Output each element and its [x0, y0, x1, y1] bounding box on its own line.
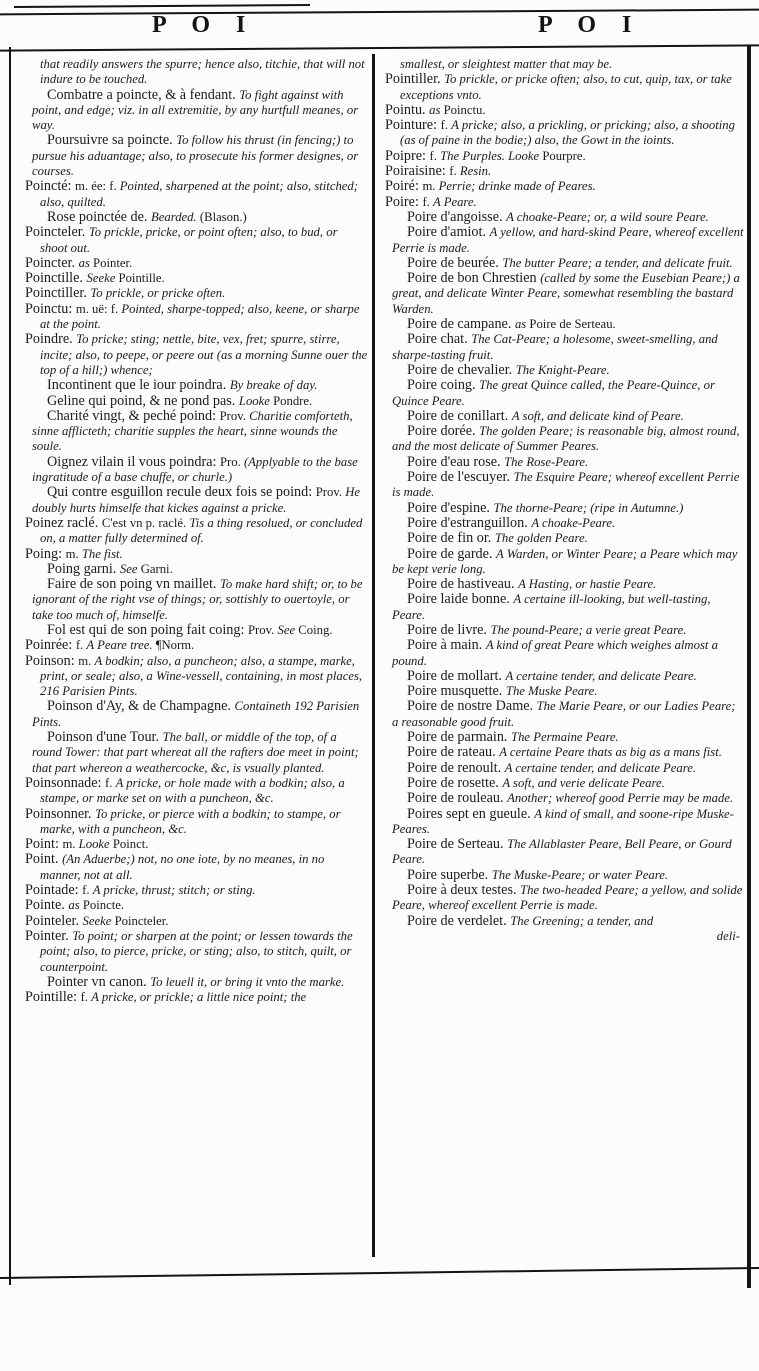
dictionary-entry: [385, 210, 744, 225]
definition-text: The Allablaster Peare, Bell Peare, or Gourd Peare.: [392, 837, 732, 867]
definition-text: as: [68, 898, 83, 913]
definition-text: To fight against with point, and edge; viz. in all extremitie, by any hurtfull meanes, or way.: [32, 87, 359, 133]
definition-text: Looke: [78, 837, 113, 852]
headword-text: Garni.: [140, 561, 173, 576]
definition-text: A kind of great Peare which weighes almost a pound.: [392, 638, 718, 668]
definition-text: as: [78, 255, 94, 270]
dictionary-entry: [385, 363, 744, 378]
headword-text: Poire musquette.: [407, 683, 506, 700]
definition-text: deli-: [716, 928, 740, 943]
headword-text: f.: [75, 638, 87, 653]
headword-text: Oignez vilain il vous poindra:: [47, 453, 220, 470]
dictionary-entry: [25, 485, 368, 516]
definition-text: (An Aduerbe;) not, no one iote, by no meanes, in no manner, not at all.: [40, 852, 325, 882]
headword-text: Pro.: [219, 454, 244, 469]
headword-text: Geline qui poind, & ne pond pas.: [47, 392, 239, 409]
headword-text: Poire d'angoisse.: [407, 208, 507, 225]
dictionary-entry: [385, 409, 744, 424]
headword-text: Poire de fin or.: [407, 530, 495, 547]
dictionary-entry: [25, 654, 368, 700]
headword-text: Poire de mollart.: [407, 667, 506, 684]
definition-text: A pricke, or prickle; a little nice point; the: [91, 990, 307, 1005]
definition-text: The butter Peare; a tender, and delicate fruit.: [502, 255, 733, 270]
dictionary-entry: [385, 669, 744, 684]
headword-text: Poire:: [385, 193, 423, 210]
dictionary-entry: [385, 638, 744, 669]
dictionary-entry: [385, 914, 744, 929]
definition-text: A choake-Peare; or, a wild soure Peare.: [506, 209, 709, 224]
headword-text: Pointer vn canon.: [47, 973, 151, 990]
definition-text: that readily answers the spurre; hence also, titchie, that will not indure to be touched.: [40, 57, 365, 87]
headword-text: Poinson d'Ay, & de Champagne.: [47, 698, 235, 715]
headword-text: Prov.: [315, 485, 346, 500]
definition-text: The ball, or middle of the top, of a round Tower: that part whereat all the rafters doe meet in point; that part whereon a weathercocke, &c, is vsually planted.: [32, 730, 359, 775]
definition-text: The Purples. Looke: [440, 148, 543, 163]
headword-text: Poire superbe.: [407, 866, 492, 883]
definition-text: Pointed, sharpe-topped; also, keene, or sharpe at the point.: [40, 301, 360, 332]
headword-text: Poire de parmain.: [407, 729, 512, 746]
dictionary-entry: [385, 745, 744, 760]
headword-text: Incontinent que le iour poindra.: [47, 377, 230, 394]
headword-text: Charité vingt, & peché poind:: [47, 407, 220, 424]
headword-text: Poinez raclé.: [25, 514, 102, 531]
headword-text: m.: [62, 837, 79, 852]
headword-text: Poire de chevalier.: [407, 361, 516, 378]
headword-text: Pourpre.: [542, 148, 586, 163]
dictionary-entry: [385, 195, 744, 210]
headword-text: Pointu.: [385, 101, 430, 118]
definition-text: The pound-Peare; a verie great Peare.: [490, 622, 687, 637]
headword-text: Poire de garde.: [407, 545, 497, 562]
headword-text: m. ée: f.: [75, 179, 120, 194]
dictionary-entry: [25, 256, 368, 271]
definition-text: A certaine ill-looking, but well-tasting, Peare.: [392, 592, 711, 622]
definition-text: Seeke: [86, 271, 119, 286]
dictionary-entry: [25, 516, 368, 547]
headword-text: Poing:: [25, 545, 66, 562]
headword-text: Point.: [25, 851, 63, 868]
headword-text: Poire chat.: [407, 331, 472, 348]
definition-text: Containeth 192 Parisien Pints.: [32, 699, 360, 729]
headword-text: Poire d'amiot.: [407, 224, 490, 241]
headword-text: Poire de verdelet.: [407, 912, 511, 929]
definition-text: Seeke: [82, 913, 115, 928]
dictionary-entry: [25, 577, 368, 623]
dictionary-entry: [385, 791, 744, 806]
headword-text: Poire à main.: [407, 637, 486, 654]
headword-text: m.: [65, 546, 82, 561]
dictionary-entry: [25, 837, 368, 852]
dictionary-entry: [385, 623, 744, 638]
headword-text: Poire d'eau rose.: [407, 453, 505, 470]
headword-text: m.: [422, 179, 439, 194]
dictionary-entry: [385, 501, 744, 516]
headword-text: f.: [440, 118, 452, 133]
definition-text: A certaine tender, and delicate Peare.: [504, 760, 697, 775]
definition-text: See: [277, 622, 299, 637]
headword-text: Combatre a poincte, & à fendant.: [47, 86, 240, 103]
headword-text: Faire de son poing vn maillet.: [47, 576, 220, 593]
definition-text: The thorne-Peare; (ripe in Autumne.): [493, 500, 684, 515]
dictionary-entry: [25, 88, 368, 134]
headword-text: Pointille.: [118, 271, 165, 286]
dictionary-entry: [385, 592, 744, 623]
definition-text: smallest, or sleightest matter that may be.: [400, 57, 613, 71]
dictionary-entry: [25, 409, 368, 455]
top-edge-rule-fragment: [14, 4, 310, 8]
definition-text: The Marie Peare, or our Ladies Peare; a reasonable good fruit.: [392, 699, 736, 729]
definition-text: as: [514, 317, 530, 332]
headword-text: Pointille:: [25, 989, 81, 1006]
left-border-rule: [9, 47, 11, 1285]
headword-text: Poire de beurée.: [407, 254, 503, 271]
definition-text: Perrie; drinke made of Peares.: [438, 179, 596, 194]
dictionary-entry: [25, 623, 368, 638]
headword-text: Poursuivre sa poincte.: [47, 132, 177, 149]
headword-text: Poincte.: [82, 898, 125, 913]
headword-text: Poire d'espine.: [407, 499, 494, 516]
headword-text: Poinctille.: [25, 270, 87, 287]
definition-text: To make hard shift; or, to be ignorant of the right vse of things; or, sottishly to ouertoyle, or take too much of, himselfe.: [32, 577, 363, 622]
catchword: [385, 929, 744, 944]
headword-text: Poire dorée.: [407, 423, 480, 440]
headword-text: (Blason.): [199, 209, 247, 224]
definition-text: (called by some the Eusebian Peare;) a great, and delicate Winter Peare, somewhat resembling the bastard Warden.: [392, 271, 740, 316]
headword-text: Poinsonnade:: [25, 774, 105, 791]
headword-text: Poire de rateau.: [407, 744, 500, 761]
dictionary-entry: [385, 470, 744, 501]
dictionary-entry: [25, 990, 368, 1005]
dictionary-entry: [385, 699, 744, 730]
dictionary-entry: [25, 378, 368, 393]
definition-text: To prickle, or pricke often; also, to cut, quip, tax, or take exceptions vnto.: [400, 72, 732, 102]
definition-text: Looke: [238, 393, 274, 408]
running-head-right: P O I: [538, 12, 634, 38]
headword-text: Coing.: [298, 622, 333, 637]
headword-text: Pointiller.: [385, 71, 445, 88]
definition-text: A Peare tree.: [86, 638, 156, 653]
headword-text: Prov.: [247, 622, 278, 637]
headword-text: f.: [80, 990, 92, 1005]
headword-text: Poinctu:: [25, 300, 76, 317]
running-head-left: P O I: [152, 12, 248, 38]
headword-text: Poire laide bonne.: [407, 591, 514, 608]
dictionary-entry: [25, 699, 368, 730]
headword-text: Poincté:: [25, 178, 76, 195]
definition-text: The Cat-Peare; a holesome, sweet-smelling, and sharpe-tasting fruit.: [392, 332, 718, 362]
headword-text: Pointe.: [25, 897, 69, 914]
headword-text: Poire coing.: [407, 377, 480, 394]
dictionary-entry: [25, 730, 368, 776]
dictionary-entry: [25, 852, 368, 883]
headword-text: Poire d'estranguillon.: [407, 514, 532, 531]
headword-text: f.: [422, 194, 434, 209]
definition-text: Resin.: [459, 164, 492, 179]
headword-text: Pointer.: [25, 927, 73, 944]
headword-text: f.: [105, 775, 116, 790]
headword-text: Poires sept en gueule.: [407, 805, 535, 822]
header-divider-rule: [0, 44, 759, 51]
bottom-border-rule: [0, 1267, 759, 1279]
center-column-rule: [372, 54, 375, 1257]
definition-text: A certaine tender, and delicate Peare.: [505, 668, 697, 683]
dictionary-entry: [385, 776, 744, 791]
headword-text: Pointade:: [25, 882, 83, 899]
definition-text: To prickle, pricke, or point often; also, to bud, or shoot out.: [40, 225, 338, 255]
headword-text: Poinct.: [112, 837, 149, 852]
left-column: [25, 57, 368, 1005]
dictionary-entry: [385, 424, 744, 455]
dictionary-entry: [25, 225, 368, 256]
dictionary-entry: [385, 225, 744, 256]
headword-text: Poiré:: [385, 178, 423, 195]
dictionary-entry: [385, 516, 744, 531]
right-border-rule: [747, 45, 751, 1288]
definition-text: By breake of day.: [229, 378, 318, 393]
headword-text: Poing garni.: [47, 560, 120, 577]
top-edge-rule: [0, 9, 759, 16]
definition-text: The two-headed Peare; a yellow, and solide Peare, whereof excellent Perrie is made.: [392, 883, 743, 913]
definition-text: A soft, and verie delicate Peare.: [502, 775, 665, 790]
definition-text: To leuell it, or bring it vnto the marke.: [150, 974, 345, 989]
dictionary-entry: [385, 807, 744, 838]
headword-text: Poincteler.: [114, 913, 169, 928]
headword-text: Poire de Serteau.: [407, 836, 508, 853]
dictionary-entry: [25, 929, 368, 975]
dictionary-entry: [25, 302, 368, 333]
definition-text: To follow his thrust (in fencing;) to pursue his aduantage; also, to prosecute his former designes, or courses.: [32, 133, 359, 179]
headword-text: Poinson:: [25, 652, 79, 669]
right-column: [385, 57, 744, 944]
definition-text: A soft, and delicate kind of Peare.: [511, 408, 684, 423]
definition-text: A Peare.: [433, 194, 477, 209]
dictionary-entry: [385, 271, 744, 317]
dictionary-entry: [385, 72, 744, 103]
headword-text: Poire de campane.: [407, 316, 515, 333]
headword-text: C'est vn p. raclé.: [101, 515, 190, 530]
headword-text: Poincter.: [25, 254, 79, 271]
headword-text: Poinctiller.: [25, 285, 91, 302]
headword-text: Pointeler.: [25, 912, 83, 929]
dictionary-entry: [25, 975, 368, 990]
dictionary-entry: [385, 730, 744, 745]
dictionary-entry: [25, 638, 368, 653]
definition-text: Charitie comforteth, sinne afflicteth; charitie supples the heart, sinne wounds the soule.: [32, 408, 353, 454]
definition-text: The Permaine Peare.: [511, 730, 619, 745]
headword-text: Poire de renoult.: [407, 759, 505, 776]
dictionary-entry: [385, 332, 744, 363]
headword-text: Poinson d'une Tour.: [47, 729, 163, 746]
headword-text: Prov.: [219, 408, 250, 423]
definition-text: To pricke, or pierce with a bodkin; to stampe, or marke, with a puncheon, &c.: [40, 806, 341, 836]
headword-text: Pondre.: [273, 393, 313, 408]
headword-text: Poire de conillart.: [407, 407, 512, 424]
dictionary-entry: [25, 883, 368, 898]
definition-text: (Applyable to the base ingratitude of a base chuffe, or churle.): [32, 454, 358, 485]
dictionary-entry: [25, 286, 368, 301]
dictionary-entry: [385, 883, 744, 914]
headword-text: Poire de rouleau.: [407, 790, 508, 807]
definition-text: A yellow, and hard-skind Peare, whereof excellent Perrie is made.: [392, 225, 744, 255]
headword-text: f.: [449, 164, 460, 179]
headword-text: Poinsonner.: [25, 805, 96, 822]
headword-text: Point:: [25, 836, 63, 853]
dictionary-entry: [385, 118, 744, 149]
definition-text: A pricke, or hole made with a bodkin; also, a stampe, or marke set on with a puncheon, &c.: [40, 775, 345, 806]
headword-text: Poiraisine:: [385, 163, 450, 180]
headword-text: m. uë: f.: [75, 301, 122, 316]
headword-text: Poire de l'escuyer.: [407, 469, 514, 486]
dictionary-entry: [385, 164, 744, 179]
dictionary-entry: [385, 57, 744, 72]
headword-text: Poire de hastiveau.: [407, 576, 519, 593]
definition-text: A pricke, thrust; stitch; or sting.: [92, 883, 256, 898]
headword-text: Poinctu.: [443, 102, 486, 117]
definition-text: To point; or sharpen at the point; or lessen towards the point; also, to pierce, pricke, or sting; also, to stitch, quilt, or counterpoint.: [40, 928, 353, 974]
dictionary-entry: [25, 332, 368, 378]
definition-text: Another; whereof good Perrie may be made.: [507, 791, 734, 806]
dictionary-entry: [25, 210, 368, 225]
dictionary-entry: [385, 179, 744, 194]
dictionary-entry: [25, 394, 368, 409]
definition-text: The Greening; a tender, and: [510, 913, 654, 928]
definition-text: The Muske-Peare; or water Peare.: [491, 867, 668, 882]
dictionary-entry: [385, 149, 744, 164]
definition-text: A bodkin; also, a puncheon; also, a stampe, marke, print, or seale; also, a Wine-vessell, containing, in most places, 216 Parisien Pints.: [40, 653, 363, 699]
definition-text: A kind of small, and soone-ripe Muske-Peares.: [392, 806, 734, 836]
definition-text: To prickle, or pricke often.: [90, 286, 226, 301]
definition-text: as: [429, 102, 444, 117]
headword-text: Poipre:: [385, 147, 430, 164]
headword-text: ¶Norm.: [155, 638, 195, 653]
dictionary-entry: [385, 103, 744, 118]
headword-text: Poinrée:: [25, 637, 76, 654]
dictionary-entry: [25, 271, 368, 286]
dictionary-entry: [25, 57, 368, 88]
headword-text: m.: [78, 653, 95, 668]
definition-text: A certaine Peare thats as big as a mans fist.: [499, 745, 722, 760]
headword-text: Qui contre esguillon recule deux fois se poind:: [47, 484, 316, 501]
definition-text: The Muske Peare.: [505, 684, 598, 699]
definition-text: To pricke; sting; nettle, bite, vex, fret; spurre, stirre, incite; also, to peepe, or peere out (as a morning Sunne ouer the top of a hill;) whence;: [40, 332, 368, 377]
dictionary-entry: [25, 547, 368, 562]
definition-text: He doubly hurts himselfe that kickes against a pricke.: [32, 485, 361, 515]
dictionary-entry: [25, 914, 368, 929]
headword-text: Fol est qui de son poing fait coing:: [47, 621, 248, 638]
definition-text: The golden Peare; is reasonable big, almost round, and the most delicate of Summer Peares.: [392, 424, 740, 454]
headword-text: f.: [82, 883, 93, 898]
dictionary-entry: [25, 776, 368, 807]
definition-text: A choake-Peare.: [531, 515, 616, 530]
headword-text: Pointer.: [93, 255, 133, 270]
dictionary-entry: [25, 898, 368, 913]
dictionary-entry: [385, 761, 744, 776]
definition-text: Bearded.: [151, 209, 200, 224]
headword-text: Poire de nostre Dame.: [407, 698, 537, 715]
dictionary-entry: [385, 256, 744, 271]
headword-text: Poincteler.: [25, 224, 89, 241]
dictionary-entry: [25, 133, 368, 179]
dictionary-entry: [25, 562, 368, 577]
definition-text: The golden Peare.: [494, 531, 588, 546]
definition-text: A Warden, or Winter Peare; a Peare which may be kept verie long.: [392, 546, 738, 576]
dictionary-entry: [385, 684, 744, 699]
definition-text: The Esquire Peare; whereof excellent Perrie is made.: [392, 470, 740, 500]
definition-text: A pricke; also, a prickling, or pricking; also, a shooting (as of paine in the bodie;) also, the Gowt in the ioints.: [400, 118, 735, 148]
dictionary-entry: [385, 378, 744, 409]
dictionary-entry: [25, 455, 368, 486]
definition-text: The Rose-Peare.: [504, 454, 589, 469]
definition-text: See: [119, 561, 141, 576]
definition-text: Tis a thing resolued, or concluded on, a matter fully determined of.: [40, 515, 363, 546]
headword-text: Rose poinctée de.: [47, 208, 152, 225]
dictionary-entry: [385, 868, 744, 883]
headword-text: f.: [429, 148, 441, 163]
headword-text: Poire de rosette.: [407, 774, 503, 791]
dictionary-entry: [385, 455, 744, 470]
dictionary-entry: [25, 179, 368, 210]
dictionary-entry: [385, 531, 744, 546]
dictionary-entry: [385, 317, 744, 332]
headword-text: Poire de bon Chrestien: [407, 270, 541, 287]
definition-text: The fist.: [81, 546, 123, 561]
definition-text: The Knight-Peare.: [515, 362, 610, 377]
definition-text: A Hasting, or hastie Peare.: [518, 577, 657, 592]
dictionary-entry: [385, 837, 744, 868]
definition-text: The great Quince called, the Peare-Quince, or Quince Peare.: [392, 378, 715, 408]
dictionary-entry: [385, 547, 744, 578]
definition-text: Pointed, sharpened at the point; also, stitched; also, quilted.: [40, 179, 359, 209]
dictionary-entry: [25, 807, 368, 838]
headword-text: Poire à deux testes.: [407, 882, 521, 899]
headword-text: Poire de livre.: [407, 621, 491, 638]
dictionary-entry: [385, 577, 744, 592]
headword-text: Poire de Serteau.: [529, 317, 616, 332]
headword-text: Poindre.: [25, 331, 77, 348]
headword-text: Pointure:: [385, 117, 441, 134]
